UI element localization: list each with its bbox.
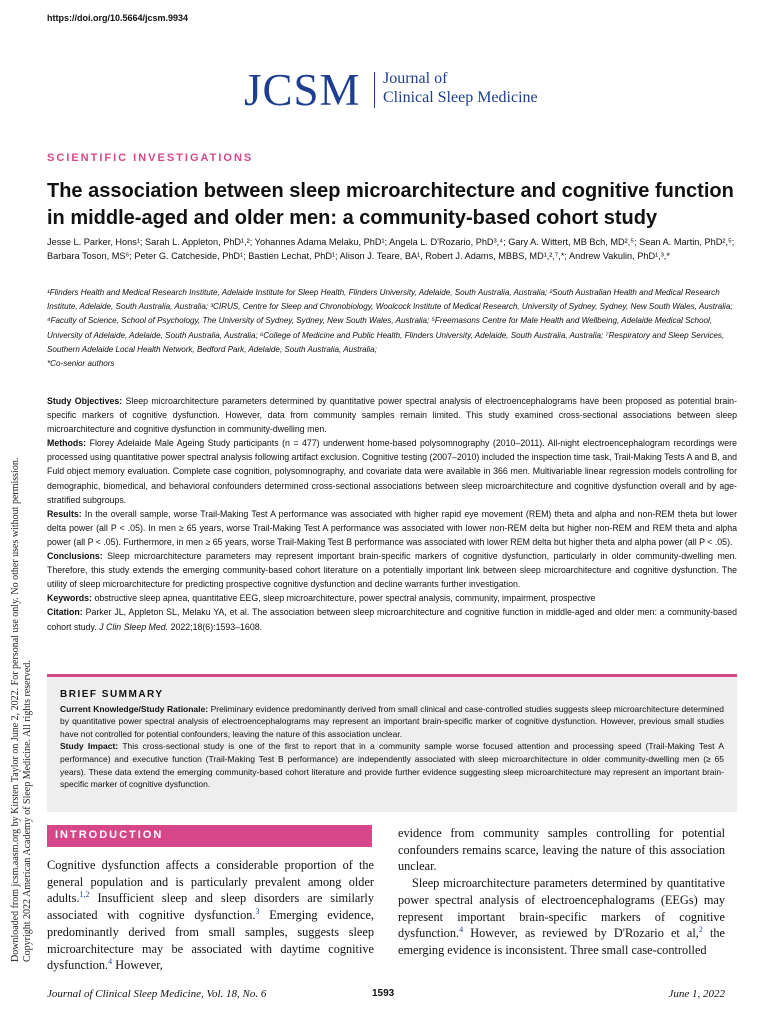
methods-label: Methods: <box>47 438 87 449</box>
download-notice-line2: Copyright 2022 American Academy of Sleep Medicine. All rights reserved. <box>22 660 33 962</box>
body-column-left <box>47 857 374 974</box>
citation-label: Citation: <box>47 607 83 618</box>
methods-text: Florey Adelaide Male Ageing Study participants (n = 477) underwent home-based polysomnography (2010–2011). All-night electroencephalogram recordings were processed using quantitative power spectral analysis following artifact exclusion. Cognitive testing (2007–2010) included the inspection time task, Trail-Making Tests A and B, and Fuld object memory evaluation. Complete case cognition, polysomnography, and covariate data were available in 366 men. Multivariable linear regression models controlling for demographic, biomedical, and behavioral confounders determined cross-sectional associations between sleep microarchitecture and cognitive dysfunction overall and by age-stratified subgroups. <box>47 438 737 505</box>
body-column-right <box>398 825 725 959</box>
intro-text: the emerging evidence is inconsistent. Three small case-controlled <box>398 926 725 957</box>
intro-text: Emerging evidence, predominantly derived from small samples, suggests sleep microarchitecture may be associated with daytime cognitive dysfunction. <box>47 908 375 973</box>
rationale-label: Current Knowledge/Study Rationale: <box>60 703 209 714</box>
cosenior-note: *Co-senior authors <box>47 359 115 369</box>
impact-text: This cross-sectional study is one of the first to report that in a community sample worse focused attention and processing speed (Trail-Making Test A performance) and executive function (Trail-Making Test B performance) are independently associated with sleep microarchitecture in older community-dwelling men (≥ 65 years). These data extend the emerging community-based cohort literature and provide further evidence suggesting sleep microarchitecture may represent an important brain-specific marker of cognitive dysfunction. <box>60 741 725 790</box>
journal-name-line1: Journal of <box>383 70 448 87</box>
reference-link[interactable]: 1,2 <box>79 890 90 900</box>
affiliations <box>47 286 737 371</box>
brief-impact <box>60 740 724 790</box>
citation-text: Parker JL, Appleton SL, Melaku YA, et al. The association between sleep microarchitecture and cognitive function in middle-aged and older men: a community-based cohort study. <box>47 607 737 632</box>
results-text: In the overall sample, worse Trail-Making Test A performance was associated with higher rapid eye movement (REM) theta and alpha and non-REM theta but lower delta power (all P < .05). In men ≥ 65 years, worse Trail-Making Test A performance was associated with lower non-REM delta but higher non-REM and REM theta and alpha power (all P < .05). Furthermore, in men ≥ 65 years, worse Trail-Making Test B performance was associated with lower REM delta but higher theta and alpha power (all P < .05). <box>47 508 737 547</box>
intro-text: However, as reviewed by D'Rozario et al, <box>463 926 699 941</box>
conclusions-label: Conclusions: <box>47 551 103 562</box>
reference-link[interactable]: 3 <box>255 907 260 917</box>
journal-logo: JCSM <box>244 65 361 115</box>
abstract-conclusions <box>47 549 737 591</box>
journal-masthead <box>0 66 770 114</box>
brief-rationale <box>60 703 724 741</box>
keywords-text: obstructive sleep apnea, quantitative EEG, sleep microarchitecture, power spectral analysis, community, impairment, prospective <box>94 593 596 604</box>
objectives-text: Sleep microarchitecture parameters determined by quantitative power spectral analysis of electroencephalograms have been proposed as potential brain-specific markers of cognitive dysfunction. However, data from community samples remain limited. This study examined cross-sectional associations between sleep microarchitecture and cognitive dysfunction in community-dwelling men. <box>47 396 738 435</box>
intro-paragraph-2 <box>398 875 725 959</box>
logo-divider <box>374 72 375 108</box>
conclusions-text: Sleep microarchitecture parameters may represent important brain-specific markers of cognitive dysfunction, particularly in older community-dwelling men. Therefore, this study extends the emerging community-based cohort literature on a potentially important link between sleep microarchitecture and cognitive dysfunction. The utility of sleep microarchitecture for predicting prospective cognitive dysfunction and decline warrants further investigation. <box>47 551 737 590</box>
reference-link[interactable]: 4 <box>108 957 113 967</box>
brief-summary-heading: BRIEF SUMMARY <box>60 689 164 700</box>
intro-text: Insufficient sleep and sleep disorders are similarly associated with cognitive dysfunction. <box>47 891 374 923</box>
citation-volume: 2022;18(6):1593–1608. <box>170 621 263 632</box>
journal-name-line2: Clinical Sleep Medicine <box>383 89 538 106</box>
intro-paragraph-1 <box>47 857 374 974</box>
section-label: SCIENTIFIC INVESTIGATIONS <box>47 152 254 164</box>
brief-summary-box <box>47 674 737 812</box>
abstract <box>47 394 737 634</box>
abstract-results <box>47 507 737 549</box>
doi-link[interactable]: https://doi.org/10.5664/jcsm.9934 <box>47 13 189 23</box>
abstract-keywords <box>47 591 737 605</box>
introduction-heading-bar <box>47 825 372 847</box>
intro-text: Sleep microarchitecture parameters determined by quantitative power spectral analysis of electroencephalograms (EEGs) may represent important brain-specific markers of cognitive dysfunction. <box>398 876 725 941</box>
download-notice <box>10 402 34 962</box>
journal-name <box>383 69 538 107</box>
footer-journal: Journal of Clinical Sleep Medicine, Vol. 18, No. 6 <box>47 988 267 1000</box>
intro-text: However, <box>112 958 163 973</box>
page-number: 1593 <box>372 988 395 999</box>
intro-text: Cognitive dysfunction affects a considerable proportion of the general population and is particularly prevalent among older adults. <box>47 858 374 906</box>
reference-link[interactable]: 4 <box>459 925 464 935</box>
introduction-heading: INTRODUCTION <box>55 829 164 841</box>
footer-date: June 1, 2022 <box>668 988 725 1000</box>
abstract-objectives <box>47 394 737 436</box>
citation-journal: J Clin Sleep Med. <box>99 621 169 632</box>
objectives-label: Study Objectives: <box>47 396 123 406</box>
author-list: Jesse L. Parker, Hons¹; Sarah L. Appleton, PhD¹,²; Yohannes Adama Melaku, PhD¹; Angela L. D'Rozario, PhD³,⁴; Gary A. Wittert, MB Bch, MD²,⁵; Sean A. Martin, PhD²,⁵; Barbara Toson, MS⁶; Peter G. Catcheside, PhD¹; Bastien Lechat, PhD¹; Alison J. Teare, BA¹, Robert J. Adams, MBBS, MD¹,²,⁷,*; Andrew Vakulin, PhD¹,³,* <box>47 237 735 261</box>
reference-link[interactable]: 2 <box>698 925 703 935</box>
download-notice-line1: Downloaded from jcsm.aasm.org by Kirsten Taylor on June 2, 2022. For personal use only. No other uses without permission. <box>10 457 21 962</box>
results-label: Results: <box>47 508 82 519</box>
rationale-text: Preliminary evidence predominantly derived from small clinical and case-controlled studies suggests sleep microarchitecture determined by quantitative power spectral analysis of electroencephalograms may represent an important brain-specific marker of cognitive dysfunction. However, previous small studies have not controlled for potential confounders, leaving the nature of this association unclear. <box>60 703 724 739</box>
impact-label: Study Impact: <box>60 741 119 752</box>
abstract-methods <box>47 436 737 506</box>
abstract-citation <box>47 605 737 633</box>
affiliation-text: ¹Flinders Health and Medical Research Institute, Adelaide Institute for Sleep Health, Flinders University, Adelaide, South Australia, Australia; ²South Australian Health and Medical Research Institute, Adelaide, South Australia, Australia; ³CIRUS, Centre for Sleep and Chronobiology, Woolcock Institute of Medical Research, University of Sydney, Sydney, New South Wales, Australia; ⁴Faculty of Science, School of Psychology, The University of Sydney, Sydney, New South Wales, Australia; ⁵Freemasons Centre for Male Health and Wellbeing, Adelaide Medical School, University of Adelaide, Adelaide, South Australia, Australia; ⁶College of Medicine and Public Health, Flinders University, Adelaide, South Australia, Australia; ⁷Respiratory and Sleep Services, Southern Adelaide Local Health Network, Bedford Park, Adelaide, South Australia, Australia; <box>47 288 733 354</box>
keywords-label: Keywords: <box>47 593 92 604</box>
intro-paragraph-continued: evidence from community samples controlling for potential confounders remains scarce, leaving the nature of this association unclear. <box>398 826 725 874</box>
article-title: The association between sleep microarchitecture and cognitive function in middle-aged and older men: a community-based cohort study <box>47 180 734 229</box>
